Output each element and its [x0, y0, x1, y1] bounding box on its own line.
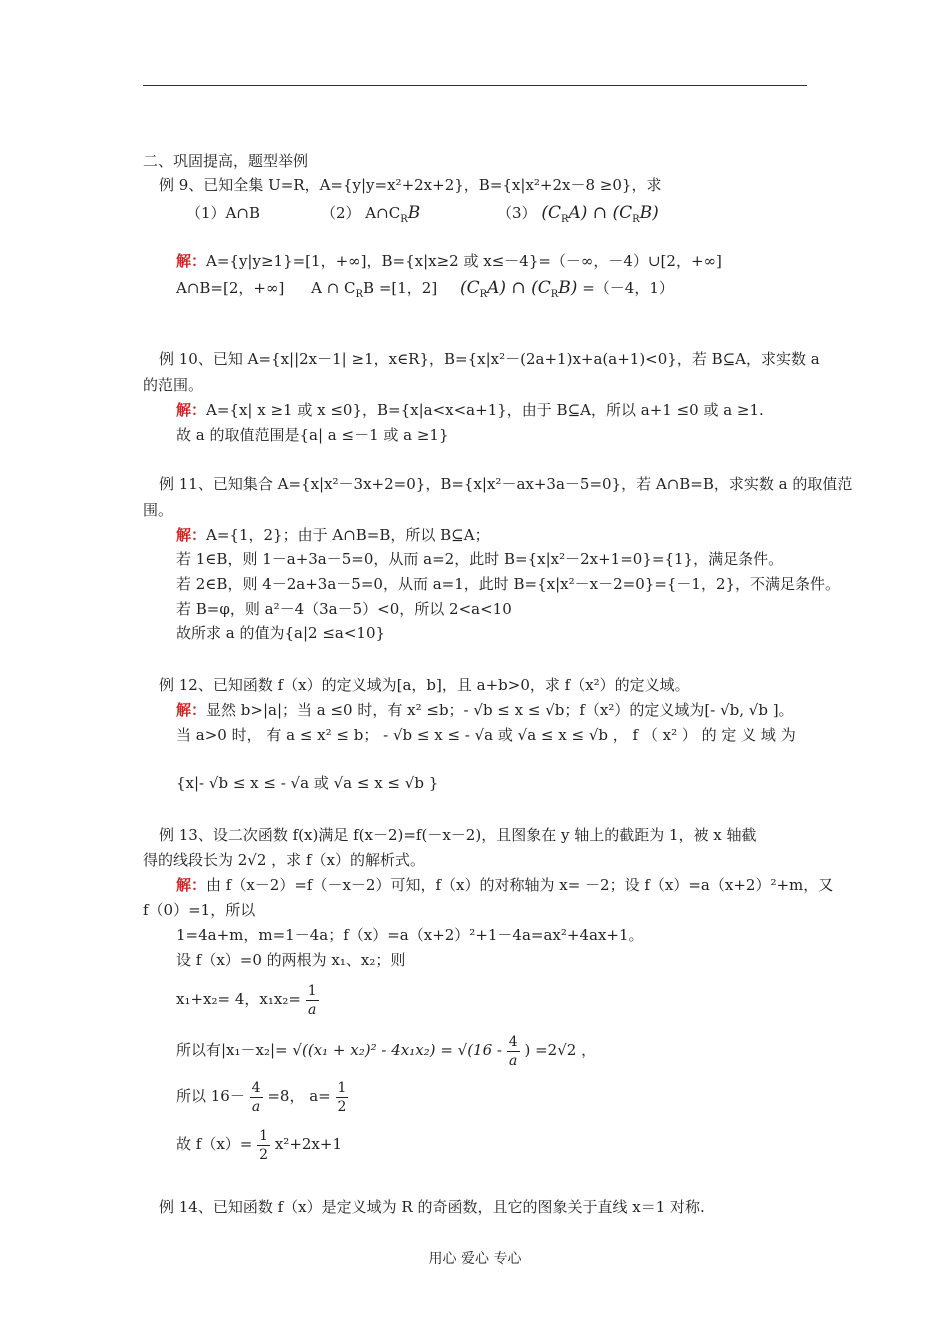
ex13-solution-1: 解：由 f（x－2）=f（－x－2）可知，f（x）的对称轴为 x= －2；设 f（x）=a（x+2）²+m，又 [176, 876, 834, 894]
ex10-title: 例 10、已知 A={x||2x－1| ≥1，x∈R}，B={x|x²－(2a+1)x+a(a+1)<0}，若 B⊆A，求实数 a [159, 350, 820, 368]
ex13-solution-7: 所以 16－ $\frac{4}{a}$ =8， a= $\frac{1}{2}$ [176, 1079, 347, 1115]
ex11-title-cont: 围。 [143, 501, 174, 519]
ex13-solution-8: 故 f（x）= $\frac{1}{2}$ x²+2x+1 [176, 1127, 342, 1163]
ex11-solution-5: 故所求 a 的值为{a|2 ≤a<10} [176, 624, 386, 642]
ex10-title-cont: 的范围。 [143, 376, 204, 394]
ex12-solution-3: {x|- √b ≤ x ≤ - √a 或 √a ≤ x ≤ √b } [176, 774, 439, 792]
ex9-q1: （1）A∩B [186, 204, 260, 222]
ex11-title: 例 11、已知集合 A={x|x²－3x+2=0}，B={x|x²－ax+3a－5=0}，若 A∩B=B，求实数 a 的取值范 [159, 475, 853, 493]
ex13-solution-2: f（0）=1，所以 [143, 901, 256, 919]
ex12-title: 例 12、已知函数 f（x）的定义域为[a，b]，且 a+b>0，求 f（x²）的定义域。 [159, 676, 690, 694]
ex11-solution-3: 若 2∈B，则 4－2a+3a－5=0，从而 a=1，此时 B={x|x²－x－2=0}={－1，2}，不满足条件。 [176, 575, 841, 593]
ex9-q3: （3） $(C_RA)$ ∩ $(C_RB)$ [497, 203, 659, 225]
ex13-solution-6: 所以有|x₁－x₂|= √((x₁ + x₂)² - 4x₁x₂) = √(16 - $\frac{4}{a}$ ) =2√2 ， [176, 1033, 597, 1069]
ex13-solution-5: x₁+x₂= 4，x₁x₂= $\frac{1}{a}$ [176, 982, 317, 1018]
ex13-solution-3: 1=4a+m，m=1－4a；f（x）=a（x+2）²+1－4a=ax²+4ax+1。 [176, 926, 644, 944]
fraction: $\frac{1}{a}$ [307, 982, 317, 1018]
page-footer: 用心 爱心 专心 [428, 1251, 522, 1267]
ex9-q2: （2） $A\cap C_RB$ [321, 203, 421, 225]
ex9-title: 例 9、已知全集 U=R，A={y|y=x²+2x+2}，B={x|x²+2x－8 ≥0}，求 [159, 176, 662, 194]
ex10-solution-1: 解：A={x| x ≥1 或 x ≤0}，B={x|a<x<a+1}，由于 B⊆A，所以 a+1 ≤0 或 a ≥1. [176, 401, 764, 419]
ex9-solution-2: A∩B=[2，+∞] A ∩ $C_RB =[1$，2] $(C_RA)$ ∩ $(C_RB) =(-4$，1） [176, 278, 674, 300]
ex12-solution-2: 当 a>0 时， 有 a ≤ x² ≤ b； - √b ≤ x ≤ - √a 或 √a ≤ x ≤ √b ， f （ x² ） 的 定 义 域 为 [176, 726, 796, 744]
section-title: 二、巩固提高，题型举例 [143, 152, 309, 170]
ex13-title-cont: 得的线段长为 2√2 ，求 f（x）的解析式。 [143, 851, 425, 869]
fraction: $\frac{4}{a}$ [251, 1079, 261, 1115]
ex10-solution-2: 故 a 的取值范围是{a| a ≤－1 或 a ≥1} [176, 426, 449, 444]
ex11-solution-1: 解：A={1，2}；由于 A∩B=B，所以 B⊆A； [176, 526, 490, 544]
fraction: $\frac{4}{a}$ [508, 1033, 518, 1069]
ex13-solution-4: 设 f（x）=0 的两根为 x₁、x₂；则 [176, 951, 406, 969]
ex11-solution-4: 若 B=φ，则 a²－4（3a－5）<0，所以 2<a<10 [176, 600, 512, 618]
fraction: $\frac{1}{2}$ [337, 1079, 347, 1115]
ex11-solution-2: 若 1∈B，则 1－a+3a－5=0，从而 a=2，此时 B={x|x²－2x+1=0}={1}，满足条件。 [176, 550, 784, 568]
ex9-solution-1: 解：A={y|y≥1}=[1，+∞]，B={x|x≥2 或 x≤－4}=（－∞，－4）∪[2，+∞] [176, 252, 722, 270]
header-rule [143, 85, 807, 86]
ex12-solution-1: 解：显然 b>|a|；当 a ≤0 时，有 x² ≤b；- √b ≤ x ≤ √b；f（x²）的定义域为[- √b, √b ]。 [176, 701, 794, 719]
fraction: $\frac{1}{2}$ [259, 1127, 269, 1163]
ex13-title: 例 13、设二次函数 f(x)满足 f(x－2)=f(－x－2)，且图象在 y 轴上的截距为 1，被 x 轴截 [159, 826, 757, 844]
ex14-title: 例 14、已知函数 f（x）是定义域为 R 的奇函数，且它的图象关于直线 x＝1 对称. [159, 1198, 705, 1216]
